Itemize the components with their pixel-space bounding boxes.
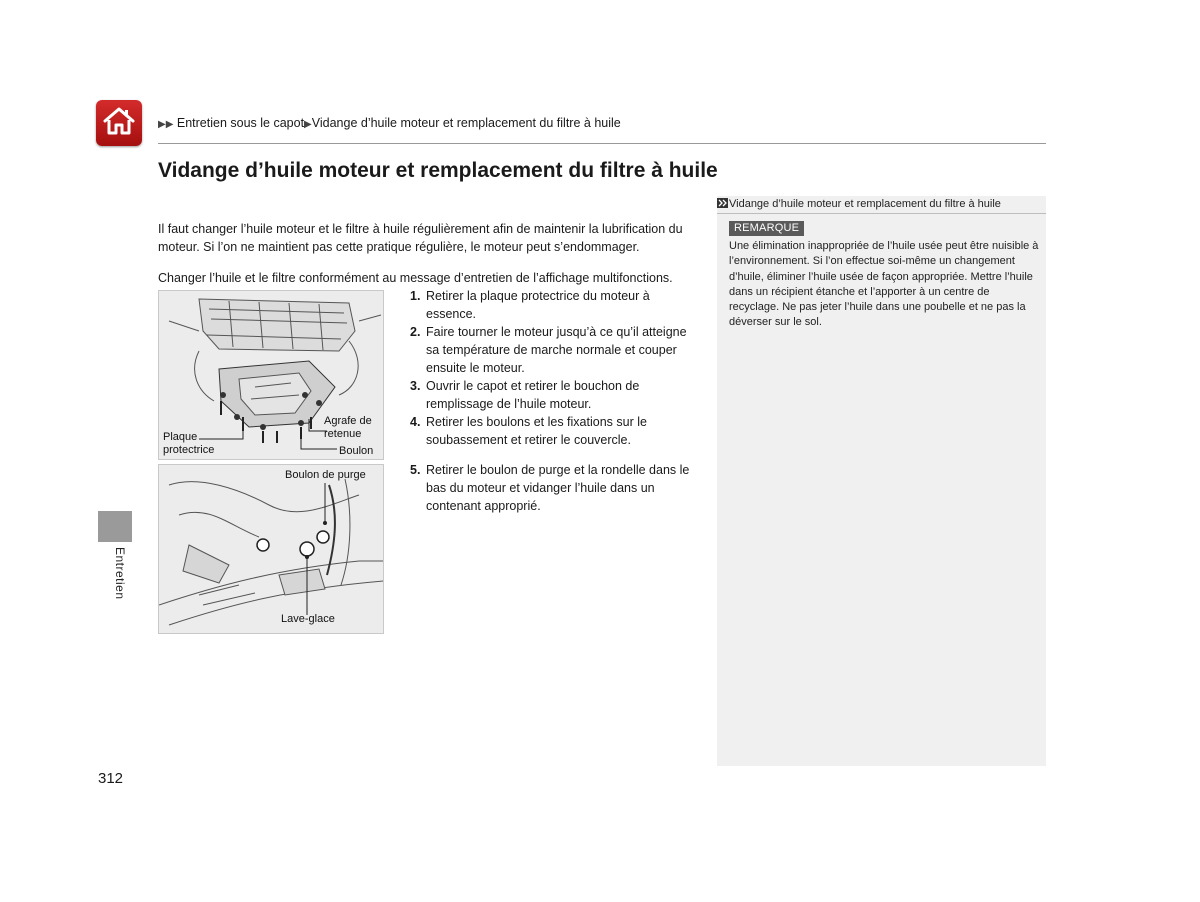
callout-lave-glace: Lave-glace bbox=[281, 613, 335, 625]
callout-boulon: Boulon bbox=[339, 445, 374, 457]
step-number: 2. bbox=[410, 325, 421, 339]
page-title: Vidange d’huile moteur et remplacement du filtre à huile bbox=[158, 159, 718, 182]
intro-paragraph: Il faut changer l’huile moteur et le filtre à huile régulièrement afin de maintenir la lubrification du moteur. Si l’on ne maintient pas cette pratique régulière, le moteur peut s’endommager. bbox=[158, 222, 683, 254]
procedure-steps bbox=[410, 287, 700, 449]
breadcrumb-current: Vidange d’huile moteur et remplacement du filtre à huile bbox=[311, 116, 621, 130]
step-text: Retirer la plaque protectrice du moteur à essence. bbox=[426, 289, 650, 321]
triangle-right-icon: ▶▶ bbox=[158, 119, 174, 130]
callout-text: Agrafe de retenue bbox=[324, 415, 372, 440]
step-number: 1. bbox=[410, 289, 421, 303]
step-number: 4. bbox=[410, 415, 421, 429]
step-number: 5. bbox=[410, 463, 421, 477]
remark-badge: REMARQUE bbox=[729, 221, 804, 236]
breadcrumb bbox=[158, 116, 621, 130]
home-button[interactable] bbox=[96, 100, 142, 146]
step-text: Ouvrir le capot et retirer le bouchon de remplissage de l’huile moteur. bbox=[426, 379, 640, 411]
instruction-paragraph: Changer l’huile et le filtre conformément au message d’entretien de l’affichage multifonctions. bbox=[158, 271, 673, 285]
step-number: 3. bbox=[410, 379, 421, 393]
step-text: Retirer les boulons et les fixations sur le soubassement et retirer le couvercle. bbox=[426, 415, 647, 447]
home-icon bbox=[102, 105, 136, 142]
skid-plate-illustration bbox=[158, 290, 384, 460]
callout-agrafe bbox=[324, 415, 382, 441]
step-item bbox=[410, 323, 700, 377]
page-number: 312 bbox=[98, 770, 124, 787]
triangle-right-icon: ▶ bbox=[304, 119, 312, 130]
procedure-steps-continued bbox=[410, 461, 700, 515]
header-divider bbox=[158, 143, 1046, 144]
section-tab-label: Entretien bbox=[113, 547, 127, 600]
step-text: Retirer le boulon de purge et la rondelle dans le bas du moteur et vidanger l’huile dans un contenant approprié. bbox=[426, 463, 690, 513]
callout-text: Plaque protectrice bbox=[163, 431, 215, 456]
callout-plaque-protectrice bbox=[163, 431, 225, 457]
step-item bbox=[410, 461, 700, 515]
sidebar-heading-text: Vidange d’huile moteur et remplacement du filtre à huile bbox=[729, 198, 1001, 210]
drain-bolt-illustration bbox=[158, 464, 384, 634]
step-item bbox=[410, 377, 700, 413]
step-item bbox=[410, 287, 700, 323]
breadcrumb-link-maintenance[interactable]: Entretien sous le capot bbox=[176, 116, 305, 130]
remark-text: Une élimination inappropriée de l’huile usée peut être nuisible à l’environnement. Si l’on effectue soi-même un changement d’huile, éliminer l’huile usée de façon appropriée. Mettre l’huile dans un récipient étanche et l’apporter à un centre de recyclage. Ne pas jeter l’huile dans une poubelle et ne pas la déverser sur le sol. bbox=[729, 240, 1039, 329]
sidebar-heading[interactable] bbox=[717, 196, 1046, 214]
section-tab[interactable] bbox=[98, 511, 132, 542]
callout-boulon-de-purge: Boulon de purge bbox=[285, 469, 366, 481]
step-item bbox=[410, 413, 700, 449]
step-text: Faire tourner le moteur jusqu’à ce qu’il atteigne sa température de marche normale et couper ensuite le moteur. bbox=[426, 325, 687, 375]
reference-marker-icon bbox=[717, 198, 728, 208]
